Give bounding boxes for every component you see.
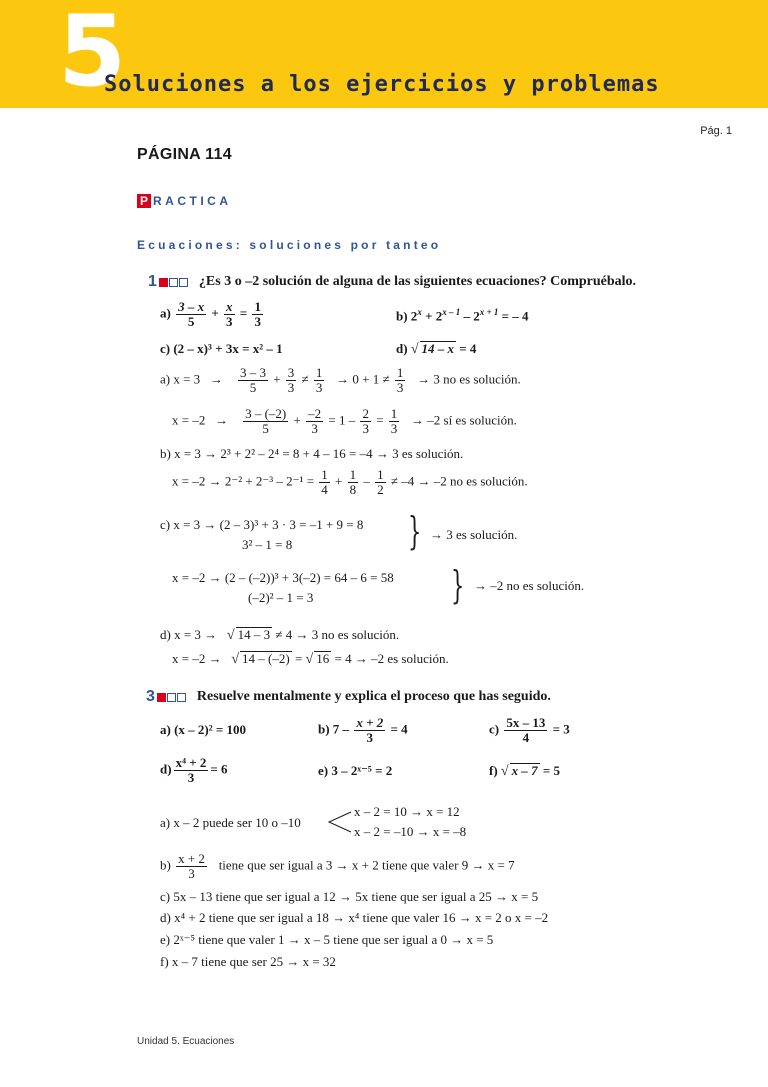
- eq-3e: e) 3 – 2ˣ⁻⁵ = 2: [318, 763, 393, 778]
- eq-3b: b) 7 – $\frac{x + 2}{3}$ = 4: [318, 715, 408, 745]
- page-footer: Unidad 5. Ecuaciones: [137, 1036, 235, 1047]
- sol-3a-bottom: x – 2 = –10 → x = –8: [354, 824, 467, 839]
- sol-3b: b) $\frac{x + 2}{3}$ tiene que ser igual a 3 → x + 2 tiene que valer 9 → x = 7: [160, 851, 515, 881]
- eq-3f: f) √ x – 7 = 5: [489, 763, 561, 779]
- page-heading: PÁGINA 114: [137, 146, 232, 163]
- eq-3c: c) $\frac{5x - 13}{4}$ = 3: [489, 715, 570, 745]
- difficulty-square-empty: [169, 278, 178, 287]
- eq-1a: a) $\frac{3 - x}{5}$ + $\frac{x}{3}$ = $\frac{1}{3}$: [160, 299, 261, 329]
- chapter-number: 5: [58, 0, 127, 109]
- sol-1c-x3-result: → 3 es solución.: [430, 527, 518, 542]
- brace-icon: }: [408, 509, 422, 553]
- exercise-3-header: [146, 688, 551, 706]
- sol-1d-xm2: x = –2 → √ 14 – (–2) = √ 16 = 4 → –2 es solución.: [172, 651, 449, 667]
- eq-1b: b) $2^x + 2^{x - 1} - 2^{x + 1}$ = – 4: [396, 307, 529, 324]
- sol-3d: d) x⁴ + 2 tiene que ser igual a 18 → x⁴ tiene que valer 16 → x = 2 o x = –2: [160, 910, 549, 925]
- difficulty-square-empty: [179, 278, 188, 287]
- sol-1b-xm2: x = –2 → 2⁻² + 2⁻³ – 2⁻¹ = $\frac{1}{4}$ + $\frac{1}{8}$ – $\frac{1}{2}$ ≠ –4 → –2 no es solución.: [172, 467, 528, 497]
- sol-1c-xm2-line2: (–2)² – 1 = 3: [248, 590, 314, 605]
- chapter-title: Soluciones a los ejercicios y problemas: [104, 72, 660, 97]
- section-heading: Ecuaciones: soluciones por tanteo: [137, 238, 442, 252]
- chapter-banner: [0, 0, 768, 108]
- exercise-number: 3: [146, 688, 155, 705]
- eq-1d: d) √ 14 – x = 4: [396, 341, 477, 357]
- sol-1a-xm2: x = –2 → $\frac{3 - (-2)}{5}$ + $\frac{-2}{3}$ = 1 – $\frac{2}{3}$ = $\frac{1}{3}$ → –2 sí es solución.: [172, 406, 517, 436]
- exercise-statement: Resuelve mentalmente y explica el proceso que has seguido.: [196, 689, 551, 704]
- practica-heading: [137, 194, 232, 208]
- eq-3a: a) (x – 2)² = 100: [160, 722, 247, 737]
- sol-3a: a) x – 2 puede ser 10 o –10: [160, 815, 301, 830]
- page-label: Pág. 1: [700, 125, 732, 137]
- exercise-statement: ¿Es 3 o –2 solución de alguna de las siguientes ecuaciones? Compruébalo.: [198, 274, 637, 289]
- sol-1c-xm2-line1: x = –2 → (2 – (–2))³ + 3(–2) = 64 – 6 = 58: [172, 570, 394, 585]
- exercise-number: 1: [148, 273, 157, 290]
- eq-3d: d) $\frac{\text{x⁴ + 2}}{3}$ = 6: [160, 755, 228, 785]
- sol-1c-xm2-result: → –2 no es solución.: [474, 578, 585, 593]
- sol-3c: c) 5x – 13 tiene que ser igual a 12 → 5x tiene que ser igual a 25 → x = 5: [160, 889, 539, 904]
- difficulty-square-empty: [177, 693, 186, 702]
- eq-1c: c) (2 – x)³ + 3x = x² – 1: [160, 341, 283, 356]
- sol-1c-x3-line1: c) x = 3 → (2 – 3)³ + 3 · 3 = –1 + 9 = 8: [160, 517, 364, 532]
- sol-3f: f) x – 7 tiene que ser 25 → x = 32: [160, 954, 336, 969]
- difficulty-square-filled: [159, 278, 168, 287]
- sol-1b-x3: b) x = 3 → 2³ + 2² – 2⁴ = 8 + 4 – 16 = –4 → 3 es solución.: [160, 446, 464, 461]
- difficulty-square-filled: [157, 693, 166, 702]
- sol-1a-x3: a) x = 3 → $\frac{3 - 3}{5}$ + $\frac{3}{3}$ ≠ $\frac{1}{3}$ → 0 + 1 ≠ $\frac{1}{3}$ → 3 no es solución.: [160, 365, 521, 395]
- exercise-1-header: [148, 273, 636, 291]
- sol-1c-x3-line2: 3² – 1 = 8: [242, 537, 293, 552]
- sol-3a-top: x – 2 = 10 → x = 12: [354, 804, 460, 819]
- sol-1d-x3: d) x = 3 → √ 14 – 3 ≠ 4 → 3 no es solución.: [160, 627, 400, 643]
- brace-icon: }: [451, 563, 465, 607]
- practica-rest: RACTICA: [153, 194, 232, 208]
- practica-initial: P: [137, 194, 151, 208]
- sol-3e: e) 2ˣ⁻⁵ tiene que valer 1 → x – 5 tiene que ser igual a 0 → x = 5: [160, 932, 494, 947]
- branch-icon: [325, 810, 353, 834]
- difficulty-square-empty: [167, 693, 176, 702]
